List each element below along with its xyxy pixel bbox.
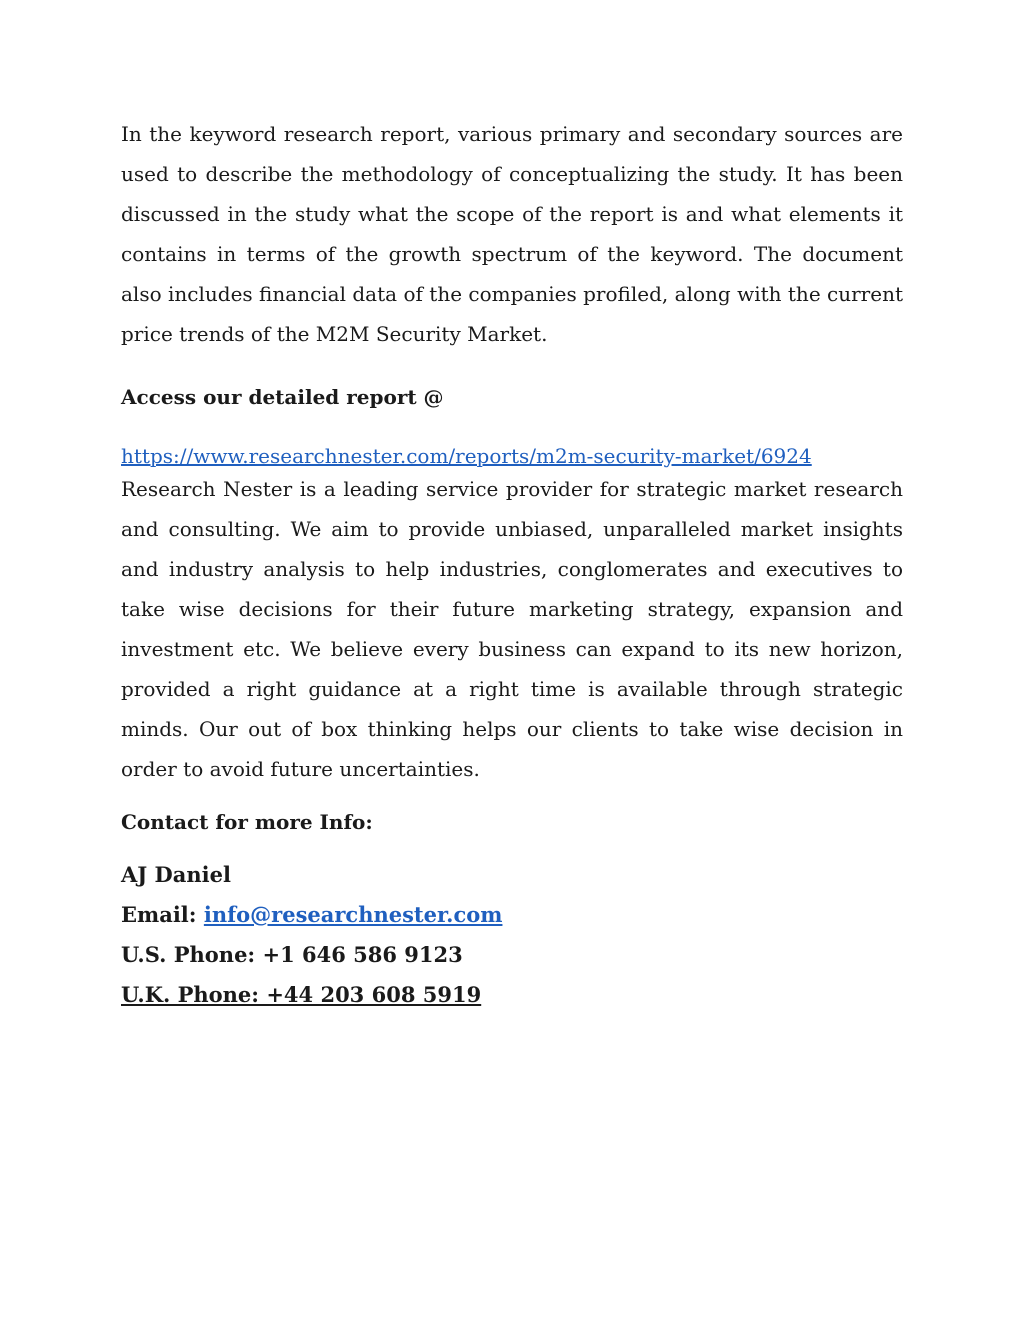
us-phone: U.S. Phone: +1 646 586 9123: [121, 942, 463, 967]
contact-name: AJ Daniel: [121, 862, 231, 887]
intro-paragraph: In the keyword research report, various primary and secondary sources are used to describe the methodology of conceptualizing the study. It has been discussed in the study what the scope of the report is and what elements it contains in terms of the growth spectrum of the keyword. The document also includes financial data of the companies profiled, along with the current price trends of the M2M Security Market.: [121, 122, 903, 346]
contact-block: [121, 855, 903, 1015]
about-paragraph: Research Nester is a leading service provider for strategic market research and consulting. We aim to provide unbiased, unparalleled market insights and industry analysis to help industries, conglomerates and executives to take wise decisions for their future marketing strategy, expansion and investment etc. We believe every business can expand to its new horizon, provided a right guidance at a right time is available through strategic minds. Our out of box thinking helps our clients to take wise decision in order to avoid future uncertainties.: [121, 477, 903, 781]
document-page: [121, 114, 903, 1015]
contact-heading: Contact for more Info:: [121, 810, 373, 834]
email-line: [121, 895, 903, 935]
access-report-heading: Access our detailed report @: [121, 385, 444, 409]
uk-phone: U.K. Phone: +44 203 608 5919: [121, 982, 482, 1007]
report-link-line: [121, 443, 903, 469]
email-link[interactable]: info@researchnester.com: [203, 902, 503, 927]
email-label: Email:: [121, 902, 204, 927]
report-link[interactable]: https://www.researchnester.com/reports/m2m-security-market/6924: [121, 444, 812, 468]
